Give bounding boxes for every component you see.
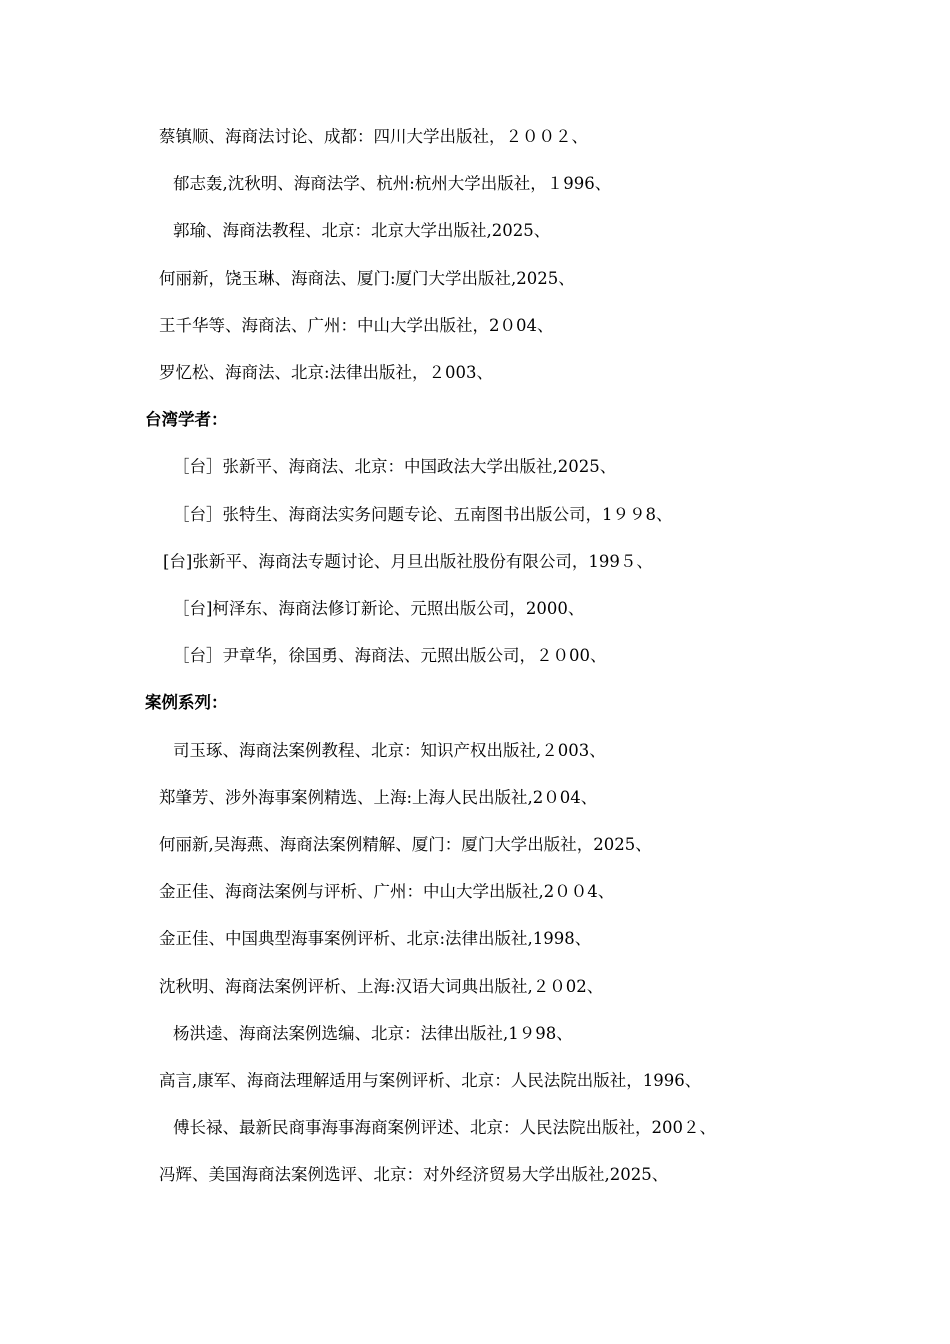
reference-entry: 冯辉、美国海商法案例选评、北京：对外经济贸易大学出版社,2025、 [159, 1165, 669, 1184]
reference-entry: 杨洪逵、海商法案例选编、北京：法律出版社,1９98、 [173, 1024, 573, 1043]
reference-entry: 司玉琢、海商法案例教程、北京：知识产权出版社,２003、 [173, 741, 606, 760]
reference-entry: ［台］张新平、海商法、北京：中国政法大学出版社,2025、 [173, 457, 617, 476]
reference-entry: ［台］尹章华，徐国勇、海商法、元照出版公司，２０00、 [173, 646, 607, 665]
reference-entry: 罗忆松、海商法、北京:法律出版社，２003、 [159, 363, 494, 382]
reference-entry: 何丽新,吴海燕、海商法案例精解、厦门：厦门大学出版社，2025、 [159, 835, 652, 854]
reference-entry: 沈秋明、海商法案例评析、上海:汉语大词典出版社,２０02、 [159, 977, 604, 996]
reference-entry: 何丽新，饶玉琳、海商法、厦门:厦门大学出版社,2025、 [159, 269, 575, 288]
reference-entry: 郑肇芳、涉外海事案例精选、上海:上海人民出版社,2０04、 [159, 788, 598, 807]
reference-entry: ［台]柯泽东、海商法修订新论、元照出版公司，2000、 [173, 599, 585, 618]
reference-entry: 郭瑜、海商法教程、北京：北京大学出版社,2025、 [173, 221, 551, 240]
reference-entry: 王千华等、海商法、广州：中山大学出版社，2０04、 [159, 316, 554, 335]
reference-entry: 高言,康军、海商法理解适用与案例评析、北京：人民法院出版社，1996、 [159, 1071, 702, 1090]
section-heading-cases: 案例系列： [145, 693, 228, 712]
section-heading-taiwan: 台湾学者： [145, 410, 228, 429]
reference-entry: 郁志轰,沈秋明、海商法学、杭州:杭州大学出版社，１996、 [173, 174, 612, 193]
reference-entry: ［台］张特生、海商法实务问题专论、五南图书出版公司，1９９8、 [173, 505, 673, 524]
reference-entry: 蔡镇顺、海商法讨论、成都：四川大学出版社，２００２、 [159, 127, 588, 146]
reference-entry: 傅长禄、最新民商事海事海商案例评述、北京：人民法院出版社，200２、 [173, 1118, 716, 1137]
reference-entry: [台]张新平、海商法专题讨论、月旦出版社股份有限公司，199５、 [163, 552, 653, 571]
reference-entry: 金正佳、海商法案例与评析、广州：中山大学出版社,2００4、 [159, 882, 615, 901]
reference-entry: 金正佳、中国典型海事案例评析、北京:法律出版社,1998、 [159, 929, 592, 948]
